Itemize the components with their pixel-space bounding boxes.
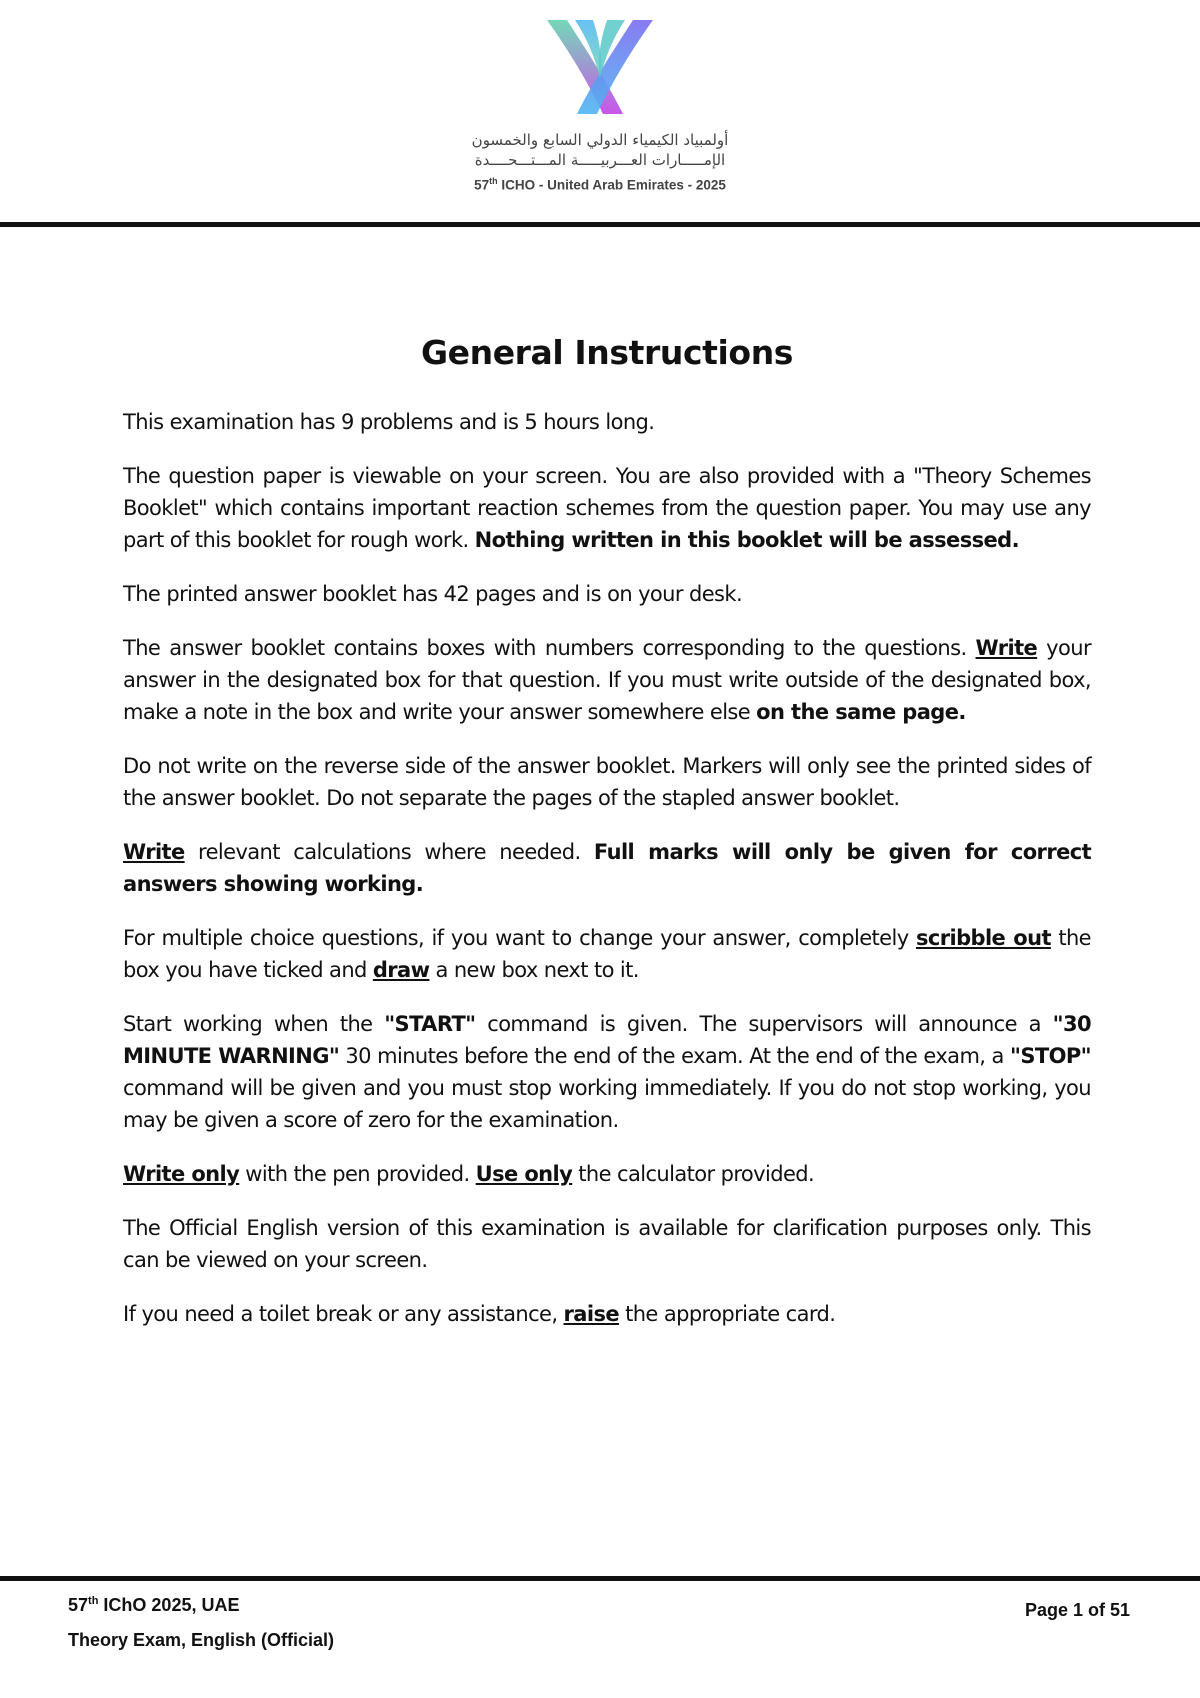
instruction-paragraph: Write only with the pen provided. Use only the calculator provided. [123,1162,815,1186]
footer-exam-label: Theory Exam, English (Official) [68,1630,335,1650]
icho-logo-icon [545,18,655,116]
header-divider [0,222,1200,227]
instruction-paragraph: The Official English version of this examination is available for clarification purposes only. This can be viewed on your screen. [123,1216,1091,1272]
instructions-body [123,328,1091,1352]
logo-english-line: 57th ICHO - United Arab Emirates - 2025 [474,176,726,193]
footer-divider [0,1576,1200,1581]
logo-arabic-line-2: الإمـــــارات العـــربيـــــة المـــتـــحــــدة [474,151,726,169]
instruction-paragraph: If you need a toilet break or any assistance, raise the appropriate card. [123,1302,836,1326]
instruction-paragraph: This examination has 9 problems and is 5 hours long. [123,410,655,434]
instruction-paragraph: Write relevant calculations where needed. Full marks will only be given for correct answers showing working. [123,840,1092,896]
header-logo-block [0,18,1200,196]
instruction-paragraph: The printed answer booklet has 42 pages and is on your desk. [123,582,743,606]
instruction-paragraph: For multiple choice questions, if you want to change your answer, completely scribble out the box you have ticked and draw a new box next to it. [123,926,1091,982]
page-number: Page 1 of 51 [1024,1600,1130,1620]
footer-event-label: 57th IChO 2025, UAE [68,1595,240,1615]
instruction-paragraph: Start working when the "START" command is given. The supervisors will announce a "30 MINUTE WARNING" 30 minutes before the end of the exam. At the end of the exam, a "STOP" command will be given and you must stop working immediately. If you do not stop working, you may be given a score of zero for the examination. [123,1012,1091,1132]
instruction-paragraph: The answer booklet contains boxes with numbers corresponding to the questions. Write your answer in the designated box for that question. If you must write outside of the designated box, make a note in the box and write your answer somewhere else on the same page. [123,636,1091,724]
logo-arabic-line-1: أولمبياد الكيمياء الدولي السابع والخمسون [471,131,729,149]
instruction-paragraph: The question paper is viewable on your screen. You are also provided with a "Theory Schemes Booklet" which contains important reaction schemes from the question paper. You may use any part of this booklet for rough work. Nothing written in this booklet will be assessed. [123,464,1091,552]
footer-left [68,1586,334,1652]
instruction-paragraph: Do not write on the reverse side of the answer booklet. Markers will only see the printed sides of the answer booklet. Do not separate the pages of the stapled answer booklet. [123,754,1091,810]
page-title: General Instructions [420,333,794,372]
